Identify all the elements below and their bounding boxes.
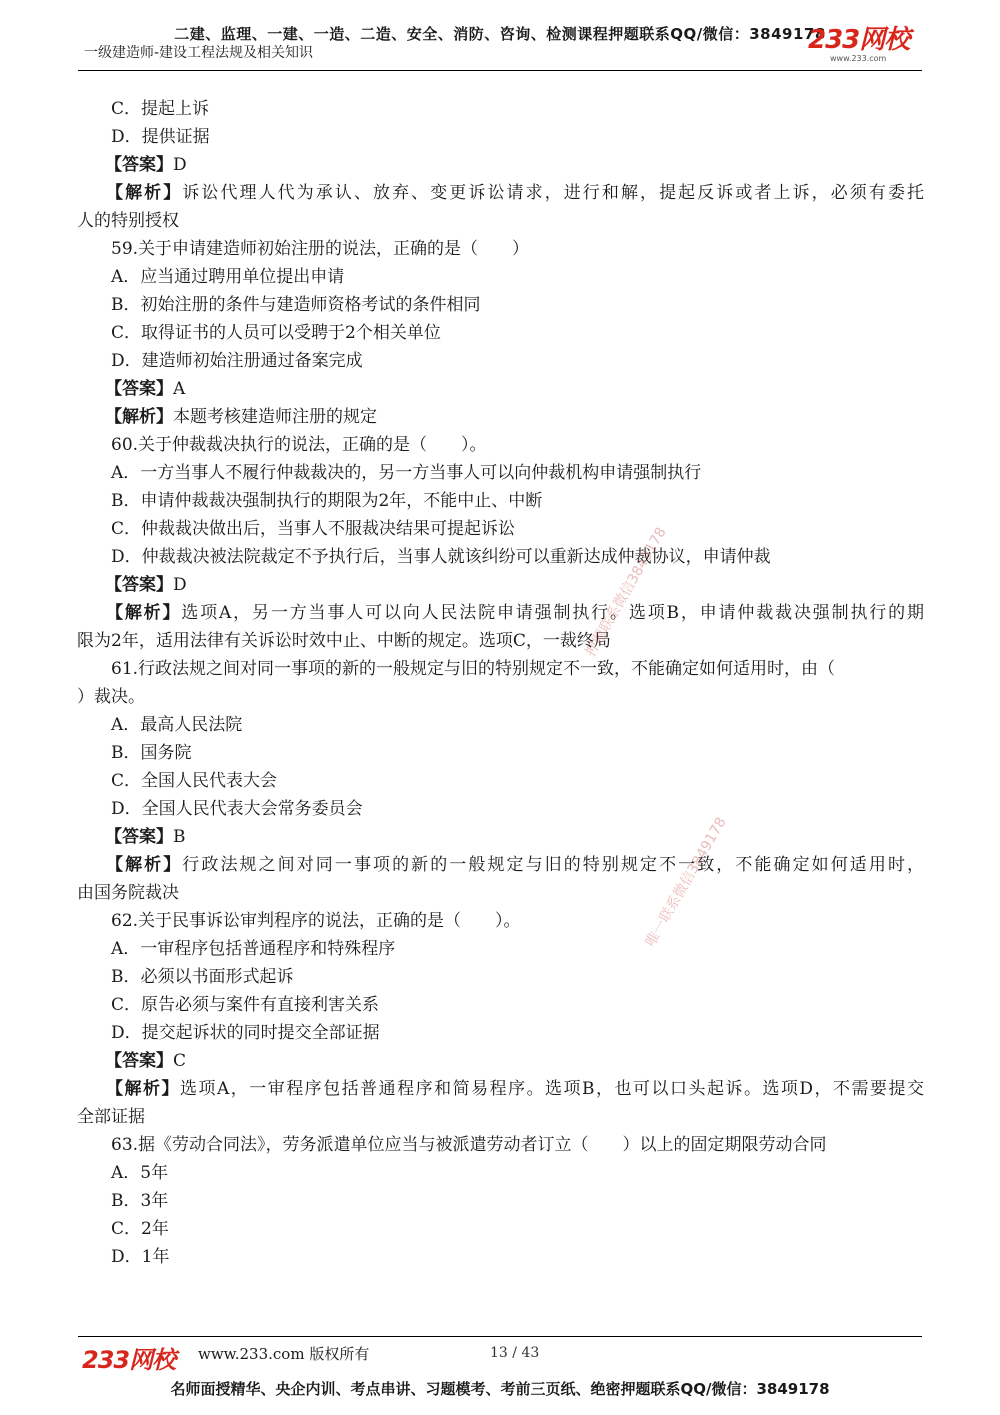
answer-label: 【答案】: [105, 1051, 173, 1071]
option-line: B．初始注册的条件与建造师资格考试的条件相同: [111, 295, 481, 315]
option-line: C．提起上诉: [111, 99, 210, 119]
answer-line: [105, 571, 187, 599]
analysis-text: 本题考核建造师注册的规定: [173, 407, 377, 427]
analysis-text: 选项A，一审程序包括普通程序和简易程序。选项B，也可以口头起诉。选项D，不需要提交: [179, 1079, 924, 1099]
option-line: A．一方当事人不履行仲裁裁决的，另一方当事人可以向仲裁机构申请强制执行: [111, 463, 702, 483]
analysis-label: 【解析】: [106, 1079, 180, 1099]
answer-line: [105, 375, 185, 403]
answer-line: [105, 823, 186, 851]
answer-value: C: [173, 1051, 187, 1071]
question-continuation: ）裁决。: [77, 687, 145, 707]
answer-value: D: [173, 575, 187, 595]
analysis-label: 【解析】: [105, 407, 173, 427]
analysis-line: [106, 851, 924, 879]
question-60: 60.关于仲裁裁决执行的说法，正确的是（ ）。: [111, 435, 487, 455]
footer-rule: [78, 1336, 922, 1337]
header-subtitle: 一级建造师-建设工程法规及相关知识: [84, 45, 314, 61]
footer-banner: 名师面授精华、央企内训、考点串讲、习题模考、考前三页纸、绝密押题联系QQ/微信：3849178: [170, 1380, 830, 1398]
analysis-label: 【解析】: [106, 603, 182, 623]
analysis-text: 行政法规之间对同一事项的新的一般规定与旧的特别规定不一致，不能确定如何适用时，: [182, 855, 925, 875]
answer-label: 【答案】: [105, 155, 173, 175]
analysis-text: 诉讼代理人代为承认、放弃、变更诉讼请求，进行和解，提起反诉或者上诉，必须有委托: [182, 183, 925, 203]
question-62: 62.关于民事诉讼审判程序的说法，正确的是（ ）。: [111, 911, 521, 931]
option-line: D．1年: [111, 1247, 170, 1267]
analysis-text: 选项A，另一方当事人可以向人民法院申请强制执行。选项B，申请仲裁裁决强制执行的期: [181, 603, 924, 623]
option-line: D．提交起诉状的同时提交全部证据: [111, 1023, 380, 1043]
analysis-continuation: 人的特别授权: [77, 211, 179, 231]
option-line: C．原告必须与案件有直接利害关系: [111, 995, 380, 1015]
analysis-continuation: 限为2年，适用法律有关诉讼时效中止、中断的规定。选项C，一裁终局: [77, 631, 611, 651]
answer-value: B: [173, 827, 186, 847]
analysis-continuation: 由国务院裁决: [77, 883, 179, 903]
option-line: B．必须以书面形式起诉: [111, 967, 294, 987]
option-line: B．国务院: [111, 743, 192, 763]
footer-copyright: www.233.com 版权所有: [198, 1345, 370, 1363]
answer-value: A: [173, 379, 186, 399]
watermark: 唯一联系微信3849178: [642, 814, 730, 950]
question-63: 63.据《劳动合同法》，劳务派遣单位应当与被派遣劳动者订立（ ）以上的固定期限劳动合同: [111, 1135, 827, 1155]
analysis-line: [106, 179, 924, 207]
option-line: D．仲裁裁决被法院裁定不予执行后，当事人就该纠纷可以重新达成仲裁协议，申请仲裁: [111, 547, 771, 567]
option-line: A．一审程序包括普通程序和特殊程序: [111, 939, 396, 959]
option-line: D．全国人民代表大会常务委员会: [111, 799, 363, 819]
logo-text: 233网校: [808, 25, 910, 55]
logo-url: www.233.com: [830, 54, 887, 63]
answer-line: [105, 151, 187, 179]
option-line: D．建造师初始注册通过备案完成: [111, 351, 363, 371]
page-number: 13 / 43: [490, 1345, 540, 1361]
analysis-line: [105, 403, 377, 431]
header-rule: [78, 70, 922, 71]
analysis-label: 【解析】: [106, 183, 183, 203]
header-logo: [808, 26, 923, 64]
option-line: C．仲裁裁决做出后，当事人不服裁决结果可提起诉讼: [111, 519, 516, 539]
analysis-line: [106, 1075, 924, 1103]
question-59: 59.关于申请建造师初始注册的说法，正确的是（ ）: [111, 239, 530, 259]
answer-label: 【答案】: [105, 379, 173, 399]
option-line: A．应当通过聘用单位提出申请: [111, 267, 345, 287]
header-banner: 二建、监理、一建、一造、二造、安全、消防、咨询、检测课程押题联系QQ/微信：3849178: [174, 25, 826, 43]
footer-logo: 233网校: [82, 1346, 176, 1374]
option-line: B．3年: [111, 1191, 169, 1211]
watermark: 押题联系微信3849178: [582, 524, 670, 660]
answer-label: 【答案】: [105, 827, 173, 847]
option-line: D．提供证据: [111, 127, 210, 147]
answer-value: D: [173, 155, 187, 175]
option-line: B．申请仲裁裁决强制执行的期限为2年，不能中止、中断: [111, 491, 543, 511]
question-61: 61.行政法规之间对同一事项的新的一般规定与旧的特别规定不一致，不能确定如何适用时，由（: [111, 659, 836, 679]
answer-label: 【答案】: [105, 575, 173, 595]
analysis-line: [106, 599, 924, 627]
option-line: C．2年: [111, 1219, 169, 1239]
analysis-label: 【解析】: [106, 855, 183, 875]
option-line: C．取得证书的人员可以受聘于2个相关单位: [111, 323, 441, 343]
option-line: A．5年: [111, 1163, 169, 1183]
option-line: C．全国人民代表大会: [111, 771, 278, 791]
analysis-continuation: 全部证据: [77, 1107, 145, 1127]
answer-line: [105, 1047, 186, 1075]
option-line: A．最高人民法院: [111, 715, 243, 735]
